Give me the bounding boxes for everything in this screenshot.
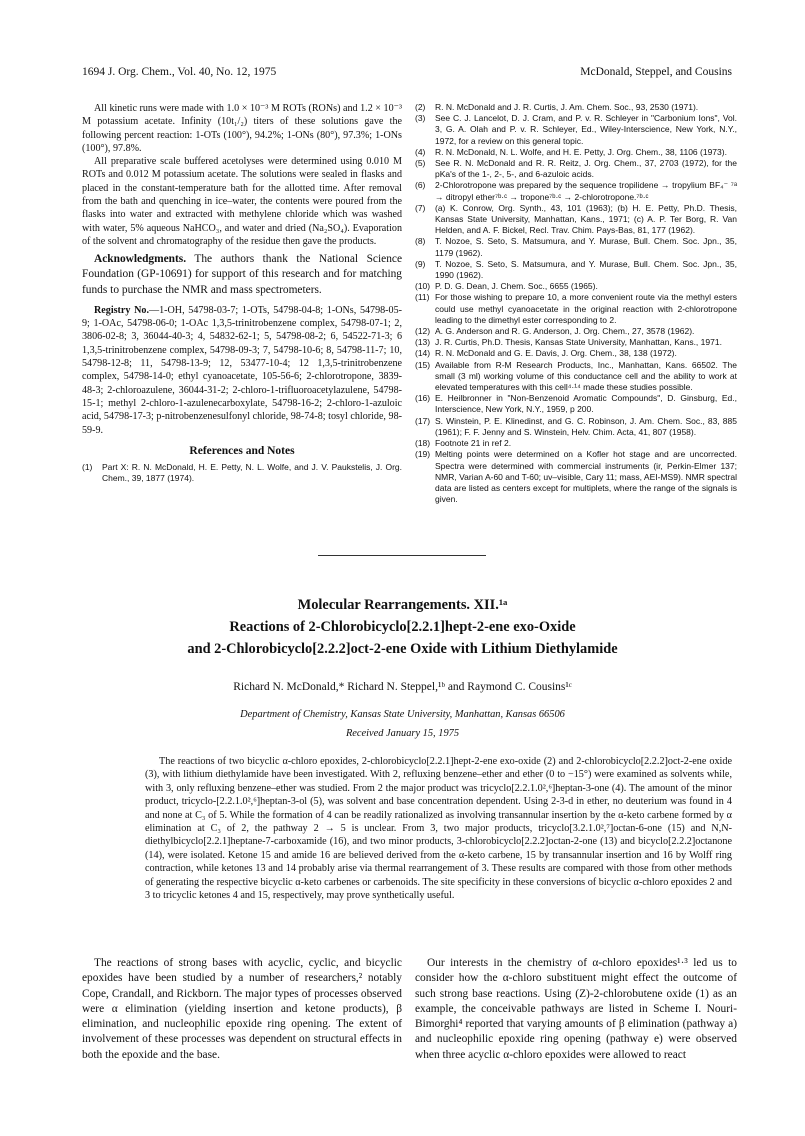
reference-number: (8)	[415, 236, 426, 247]
left-column	[82, 102, 402, 484]
reference-text: For those wishing to prepare 10, a more convenient route via the methyl esters could use methyl cyanoacetate in the original reaction with 2-chlorotropone leading to the dimethyl ester corresponding to 2.	[435, 292, 737, 325]
reference-number: (18)	[415, 438, 431, 449]
abstract: The reactions of two bicyclic α-chloro epoxides, 2-chlorobicyclo[2.2.1]hept-2-ene exo-oxide (2) and 2-chlorobicyclo[2.2.2]oct-2-ene oxide (3), with lithium diethylamide have been investigated. With 2, refluxing benzene–ether and ether (0 to −15°) were examined as solvents while, with 3, only refluxing benzene–ether was studied. From 2 the major product was tricyclo[2.2.1.0²,⁶]heptan-3-one (4). The amount of the minor product, tricyclo-[2.2.1.0²,⁶]heptan-3-ol (5), was solvent and base concentration dependent. Using 2-3-d in ether, no deuterium was found in 4 and none at C₃ of 5. While the formation of 4 can be readily rationalized as involving transannular insertion by the α-keto carbene formed by α elimination at C₃ of 2, the pathway 2 → 5 is unclear. From 3, two major products, tricyclo[3.2.1.0²,⁷]octan-6-one (15) and N,N-diethylbicyclo[2.2.1]heptane-7-carboxamide (16), and two minor products, 3-chlorobicyclo[2.2.2]octan-2-one (13) and bicyclo[2.2.2]octanone (14), were isolated. Ketone 15 and amide 16 are believed derived from the α-keto carbene, 15 by transannular insertion and 16 by Wolff ring contraction, while ketones 13 and 14 probably arise via thermal rearrangement of 3. These results are compared with those from other methods of generating the respective bicyclic α-keto carbenes or carbenoids. The site specificity in these conversions of bicyclic α-chloro epoxides 2 and 3 to tricyclic ketones 4 and 15, respectively, may prove synthetically useful.	[145, 756, 732, 902]
reference-text: See C. J. Lancelot, D. J. Cram, and P. v. R. Schleyer in "Carbonium Ions", Vol. 3, G. A. Olah and P. v. R. Schleyer, Ed., Wiley-Interscience, New York, N.Y., 1972, for a review on this general topic.	[435, 113, 737, 146]
reference-number: (1)	[82, 461, 93, 472]
title-line-2: Reactions of 2-Chlorobicyclo[2.2.1]hept-2-ene exo-Oxide	[229, 619, 576, 635]
header-journal: 1694 J. Org. Chem., Vol. 40, No. 12, 1975	[82, 66, 277, 78]
reference-text: R. N. McDonald and J. R. Curtis, J. Am. Chem. Soc., 93, 2530 (1971).	[435, 102, 699, 112]
reference-item	[415, 281, 737, 292]
reference-number: (9)	[415, 258, 426, 269]
acknowledgments	[82, 252, 402, 298]
reference-item	[415, 449, 737, 505]
reference-number: (17)	[415, 415, 431, 426]
reference-number: (2)	[415, 102, 426, 112]
reference-number: (13)	[415, 337, 431, 348]
reference-number: (19)	[415, 449, 431, 460]
reference-text: 2-Chlorotropone was prepared by the sequence tropilidene → tropylium BF₄⁻ ⁷ᵃ → ditropyl ether⁷ᵇ·ᶜ → tropone⁷ᵇ·ᶜ → 2-chlorotropone.⁷ᵇ·ᶜ	[435, 180, 737, 202]
reference-number: (11)	[415, 292, 430, 303]
reference-text: Footnote 21 in ref 2.	[435, 438, 512, 449]
reference-text: T. Nozoe, S. Seto, S. Matsumura, and Y. Murase, Bull. Chem. Soc. Jpn., 35, 1990 (1962).	[435, 258, 737, 281]
body-text-left: The reactions of strong bases with acyclic, cyclic, and bicyclic epoxides have been studied by a number of researchers,² notably Cope, Crandall, and Rickborn. The major types of processes observed were α elimination (yielding insertion and ketone products), β elimination, and nucleophilic epoxide ring opening. The extent of involvement of these processes was dependent on structural effects in both the epoxide and the base.	[82, 957, 402, 1061]
registry-text: —1-OH, 54798-03-7; 1-OTs, 54798-04-8; 1-ONs, 54798-05-9; 1-OAc, 54798-06-0; 1-OAc 1,3,5-trinitrobenzene complex, 54798-07-1; 2, 3806-02-8; 3, 36044-40-3; 4, 54832-62-1; 5, 54798-08-2; 6, 54522-71-3; 6 1,3,5-trinitrobenzene complex, 54798-09-3; 7, 54798-10-6; 8, 54798-11-7; 10, 54798-12-8; 11, 54798-13-9; 12, 53477-10-4; 12 1,3,5-trinitrobenzene complex, 54798-14-0; ethyl cyanoacetate, 105-56-6; 2-chlorotropone, 3839-48-3; 2-chloroazulene, 36044-31-2; 2-chloro-1-trifluoroacetylazulene, 54798-15-1; methyl 2-chloro-1-azulenecarboxylate, 54798-16-2; 2-chloro-1-azuloic acid, 54798-17-3; p-nitrobenzenesulfonyl chloride, 98-74-8; tosyl chloride, 98-59-9.	[82, 304, 402, 436]
reference-text: P. D. G. Dean, J. Chem. Soc., 6655 (1965).	[435, 281, 598, 292]
preparative-paragraph: All preparative scale buffered acetolyses were determined using 0.010 M ROTs and 0.012 M potassium acetate. The solutions were sealed in flasks and placed in the constant-temperature bath for the allotted time. After removal from the bath and quenching in ice–water, the contents were poured from the flasks into water and extracted with methylene chloride which was washed with water, 5% aqueous NaHCO₃, and water and dried (Na₂SO₄). Evaporation of the solvent and chromatography of the residue then gave the products.	[82, 156, 402, 247]
right-column-references	[415, 102, 737, 505]
body-text-right: Our interests in the chemistry of α-chloro epoxides¹·³ led us to consider how the α-chloro substituent might effect the outcome of such strong base reactions. Using (Z)-2-chlorobutene oxide (1) as an example, the conceivable pathways are listed in Scheme I. Nouri-Bimorghi⁴ reported that varying amounts of β elimination (pathway a) and nucleophilic epoxide ring opening (pathway e) were observed when three acyclic α-chloro epoxides were allowed to react	[415, 957, 737, 1061]
references-heading: References and Notes	[189, 444, 295, 457]
reference-text: R. N. McDonald and G. E. Davis, J. Org. Chem., 38, 138 (1972).	[435, 348, 677, 359]
reference-number: (7)	[415, 202, 426, 213]
reference-number: (3)	[415, 113, 426, 124]
reference-text: Available from R-M Research Products, Inc., Manhattan, Kans. 66502. The small (3 ml) working volume of this conductance cell and the ability to work at elevated temperatures with this cell⁴·¹⁴ made these studies possible.	[435, 359, 737, 393]
reference-text: S. Winstein, P. E. Klinedinst, and G. C. Robinson, J. Am. Chem. Soc., 83, 885 (1961); F. F. Jenny and S. Winstein, Helv. Chim. Acta, 41, 807 (1958).	[435, 415, 737, 437]
reference-number: (6)	[415, 180, 426, 191]
reference-item	[82, 462, 402, 484]
reference-text: J. R. Curtis, Ph.D. Thesis, Kansas State University, Manhattan, Kans., 1971.	[435, 337, 722, 348]
header-authors: McDonald, Steppel, and Cousins	[580, 66, 732, 78]
reference-number: (4)	[415, 146, 426, 157]
reference-item	[415, 438, 737, 449]
ack-text: The authors thank the National Science Foundation (GP-10691) for support of this research and for matching funds to purchase the NMR and mass spectrometers.	[82, 253, 402, 296]
received-date: Received January 15, 1975	[345, 728, 460, 739]
title-line-3: and 2-Chlorobicyclo[2.2.2]oct-2-ene Oxide with Lithium Diethylamide	[187, 641, 618, 657]
reference-item	[415, 360, 737, 394]
reference-number: (16)	[415, 393, 431, 404]
reference-number: (12)	[415, 326, 431, 337]
reference-text: Part X: R. N. McDonald, H. E. Petty, N. L. Wolfe, and J. V. Paukstelis, J. Org. Chem., 39, 1877 (1974).	[102, 461, 402, 484]
reference-text: A. G. Anderson and R. G. Anderson, J. Org. Chem., 27, 3578 (1962).	[435, 326, 695, 337]
reference-item	[415, 113, 737, 147]
reference-item	[415, 259, 737, 281]
section-divider	[318, 555, 486, 556]
running-header	[82, 66, 732, 82]
reference-item	[415, 292, 737, 326]
article-title	[60, 594, 745, 660]
reference-item	[415, 326, 737, 337]
kinetic-paragraph: All kinetic runs were made with 1.0 × 10⁻³ M ROTs (RONs) and 1.2 × 10⁻³ M potassium acetate. Infinity (10t₁/₂) titers of these solutions gave the following percent reaction: 1-OTs (100°), 94.2%; 1-ONs (80°), 97.3%; 1-ONs (100°), 97.8%.	[82, 103, 402, 154]
reference-text: Melting points were determined on a Kofler hot stage and are uncorrected. Spectra were determined with commercial instruments (ir, Perkin-Elmer 137; NMR, Varian A-60 and T-60; uv–visible, Cary 11; mass, AEI-MS9). NMR spectral data are listed as centers except for multiplets, where the range of the signals is given.	[435, 449, 737, 505]
reference-item	[415, 416, 737, 438]
reference-item	[415, 337, 737, 348]
reference-number: (10)	[415, 281, 431, 292]
reference-item	[415, 147, 737, 158]
reference-item	[415, 102, 737, 113]
registry-title: Registry No.	[94, 304, 149, 316]
reference-item	[415, 236, 737, 258]
reference-number: (14)	[415, 348, 431, 359]
reference-text: (a) K. Conrow, Org. Synth., 43, 101 (1963); (b) H. E. Petty, Ph.D. Thesis, Kansas State University, Manhattan, Kans., 1971; (c) A. P. Ter Borg, R. Van Helden, and A. F. Bickel, Recl. Trav. Chim. Pays-Bas, 81, 177 (1962).	[435, 202, 737, 236]
reference-item	[415, 158, 737, 180]
reference-item	[415, 348, 737, 359]
article-affiliation: Department of Chemistry, Kansas State University, Manhattan, Kansas 66506	[240, 709, 565, 720]
title-line-1: Molecular Rearrangements. XII.¹ᵃ	[297, 597, 508, 613]
reference-item	[415, 393, 737, 415]
reference-text: See R. N. McDonald and R. R. Reitz, J. Org. Chem., 37, 2703 (1972), for the pKa's of the 1-, 2-, 5-, and 6-azuloic acids.	[435, 158, 737, 180]
registry-numbers	[82, 304, 402, 437]
ack-title: Acknowledgments.	[94, 253, 187, 266]
reference-text: T. Nozoe, S. Seto, S. Matsumura, and Y. Murase, Bull. Chem. Soc. Jpn., 35, 1179 (1962).	[435, 236, 737, 258]
reference-text: R. N. McDonald, N. L. Wolfe, and H. E. Petty, J. Org. Chem., 38, 1106 (1973).	[435, 146, 727, 157]
reference-item	[415, 203, 737, 237]
reference-number: (15)	[415, 359, 431, 370]
reference-item	[415, 180, 737, 202]
reference-text: E. Heilbronner in "Non-Benzenoid Aromatic Compounds", D. Ginsburg, Ed., Interscience, New York, N.Y., 1959, p 200.	[435, 393, 737, 415]
article-authors: Richard N. McDonald,* Richard N. Steppel,¹ᵇ and Raymond C. Cousins¹ᶜ	[233, 681, 572, 693]
reference-number: (5)	[415, 158, 426, 169]
